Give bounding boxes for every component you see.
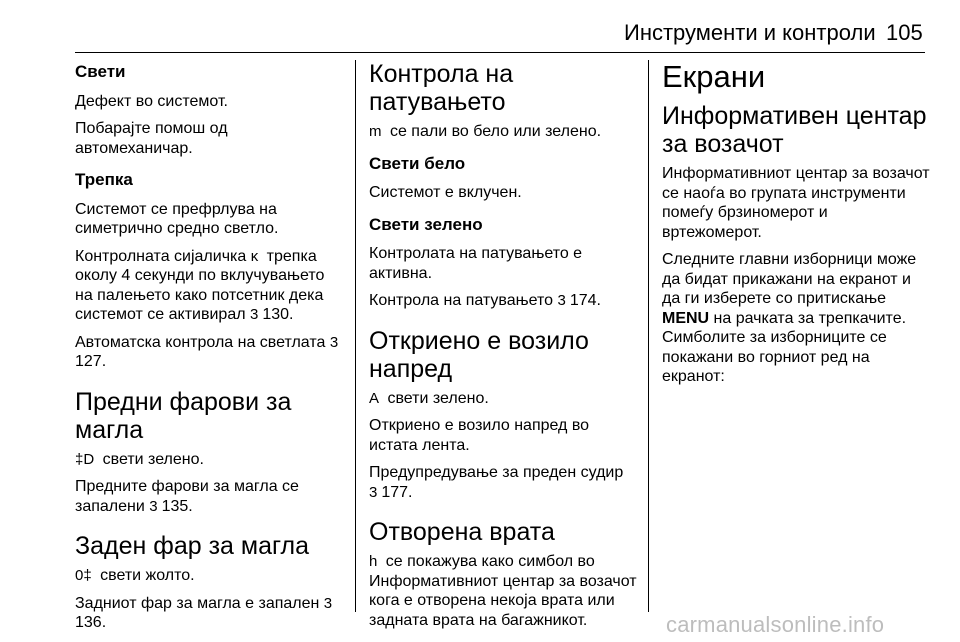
heading-rear-fog: Заден фар за магла [75,532,310,560]
page-ref-link[interactable]: 127. [75,353,107,370]
paragraph [369,463,637,502]
reference-arrow-icon: 3 [149,497,158,515]
heading-lights: Свети [75,62,126,81]
text: Контрола на патувањето [369,292,558,309]
text: Предните фарови за магла се запалени [75,478,299,515]
watermark: carmanualsonline.info [666,612,885,637]
vehicle-ahead-icon: A [369,389,380,407]
column-divider [648,60,649,612]
text: трепка околу 4 секунди по вклучувањето на палењето како потсетник дека системот се активирал [75,247,325,323]
header-rule [75,52,925,53]
bulb-icon: ĸ [250,247,259,265]
front-fog-light-icon: ‡D [75,450,95,468]
paragraph [75,566,343,586]
page-ref-link[interactable]: 130. [262,306,294,323]
heading-driver-info-center: Информативен центар за возачот [662,102,927,158]
page-ref-link[interactable]: 135. [161,497,193,515]
cruise-control-icon: m [369,123,382,140]
menu-button-label: MENU [662,309,710,327]
text: Задниот фар за магла е запален [75,594,324,612]
reference-arrow-icon: 3 [323,594,333,612]
heading-front-fog: Предни фарови за магла [75,387,292,444]
heading-screens: Екрани [662,59,766,94]
paragraph [75,247,343,325]
paragraph: Информативниот центар за возачот се наоѓа во групата инструменти помеѓу брзиномерот и вртежомерот. [662,165,930,241]
reference-arrow-icon: 3 [557,292,566,309]
column-2 [369,60,637,638]
page-ref-link[interactable]: 177. [381,483,413,501]
text: се покажува како симбол во Информативниот центар за возачот кога е отворена некоја врата или задната врата на багажникот. [369,553,637,629]
paragraph [75,333,343,372]
heading-cruise-control: Контрола на патувањето [369,60,514,116]
column-3 [662,60,930,395]
heading-lit-white: Свети бело [369,153,466,173]
paragraph: Откриено е возило напред во истата лента. [369,417,590,454]
heading-lit-green: Свети зелено [369,214,483,234]
section-title: Инструменти и контроли [624,20,876,45]
text: свети зелено. [383,389,489,407]
paragraph [662,250,930,387]
paragraph [369,291,637,311]
text: Контролната сијаличка [75,247,251,265]
text: свети жолто. [95,567,195,584]
text: свети зелено. [98,450,204,468]
paragraph [75,477,343,516]
paragraph: Побарајте помош од автомеханичар. [75,120,228,157]
text: на рачката за трепкачите. Симболите за изборниците се покажани во горниот ред на екранот: [662,309,907,385]
reference-arrow-icon: 3 [329,333,339,351]
paragraph [75,594,343,633]
text: Следните главни изборници може да бидат прикажани на екранот и да ги изберете со притискање [662,251,917,307]
text: Автоматска контрола на светлата [75,333,330,351]
page-ref-link[interactable]: 174. [569,292,601,309]
paragraph: Дефект во системот. [75,92,228,110]
column-divider [355,60,356,612]
page-ref-link[interactable]: 136. [75,614,107,631]
page-number: 105 [886,20,923,45]
paragraph [369,122,637,142]
paragraph [369,552,637,630]
text: се пали во бело или зелено. [385,123,602,140]
rear-fog-light-icon: 0‡ [75,567,92,584]
reference-arrow-icon: 3 [250,306,259,323]
text: Предупредување за преден судир [369,464,624,481]
paragraph: Системот е вклучен. [369,184,522,201]
heading-flash: Трепка [75,170,133,189]
column-1 [75,60,343,641]
paragraph [369,389,637,409]
paragraph: Системот се префрлува на симетрично средно светло. [75,200,279,237]
paragraph: Контролата на патувањето е активна. [369,245,583,282]
reference-arrow-icon: 3 [369,483,378,501]
heading-door-open: Отворена врата [369,518,555,546]
paragraph [75,450,343,470]
heading-vehicle-detected: Откриено е возило напред [369,326,589,383]
door-open-icon: h [369,553,378,570]
page-header [0,0,960,54]
